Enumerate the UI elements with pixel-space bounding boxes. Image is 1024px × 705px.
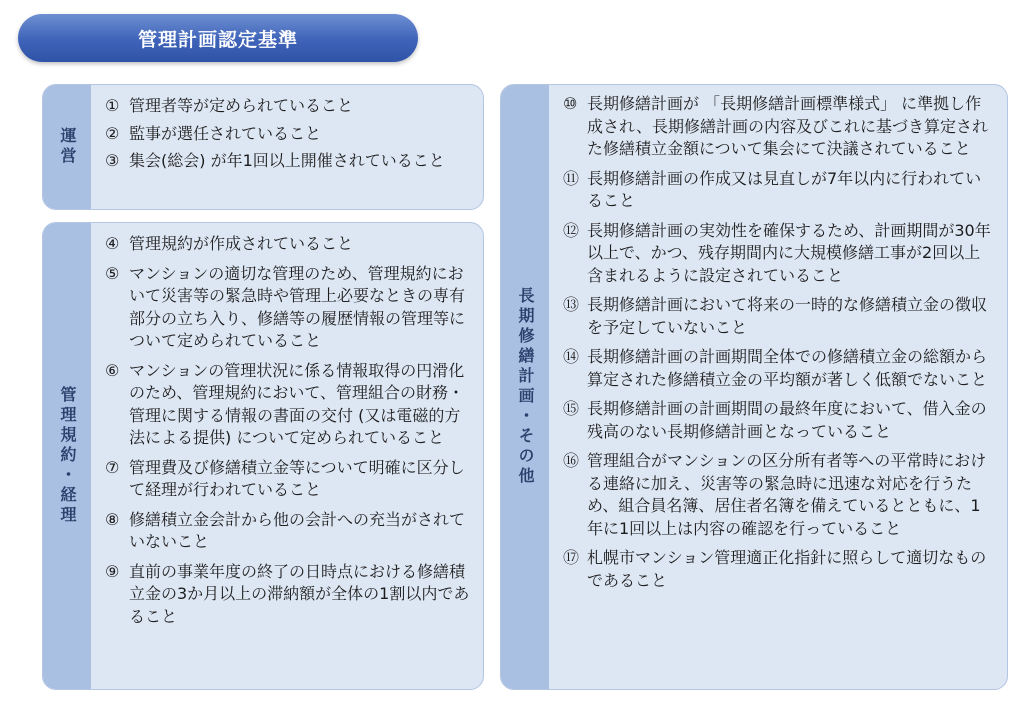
item-text: マンションの管理状況に係る情報取得の円滑化のため、管理規約において、管理組合の財務・管理に関する情報の書面の交付 (又は電磁的方法による提供) について定められていること: [129, 360, 465, 447]
list-item: [105, 561, 471, 629]
item-text: 長期修繕計画において将来の一時的な修繕積立金の徴収を予定していないこと: [587, 295, 988, 337]
section-label-text: 運営: [58, 127, 77, 167]
item-number: ⑫: [563, 220, 580, 240]
section-label: [501, 85, 549, 689]
list-item: [563, 220, 995, 288]
section-long-term-plan: [500, 84, 1008, 690]
item-text: 長期修繕計画が 「長期修繕計画標準様式」 に準拠し作成され、長期修繕計画の内容及びこれに基づき算定された修繕積立金額について集会にて決議されていること: [587, 94, 988, 158]
item-text: 監事が選任されていること: [129, 123, 322, 143]
item-text: 管理費及び修繕積立金等について明確に区分して経理が行われていること: [129, 457, 465, 499]
item-number: ⑤: [105, 263, 120, 283]
item-number: ⑩: [563, 94, 578, 113]
list-item: [563, 398, 995, 443]
list-item: [105, 360, 471, 450]
list-item: [105, 95, 471, 118]
item-text: 長期修繕計画の計画期間の最終年度において、借入金の残高のない長期修繕計画となっていること: [587, 399, 987, 441]
section-label: [43, 85, 91, 209]
list-item: [105, 457, 471, 502]
item-number: ⑮: [563, 399, 580, 418]
list-item: [563, 547, 995, 592]
item-text: 直前の事業年度の終了の日時点における修繕積立金の3か月以上の滞納額が全体の1割以内であること: [129, 561, 470, 626]
item-text: 管理規約が作成されていること: [129, 234, 354, 253]
item-text: 修繕積立金会計から他の会計への充当がされていないこと: [129, 509, 466, 551]
item-number: ③: [105, 151, 120, 170]
section-label-text: 管理規約・経理: [58, 386, 77, 526]
item-number: ⑬: [563, 295, 580, 314]
item-number: ⑯: [563, 451, 580, 470]
item-number: ⑦: [105, 457, 120, 477]
item-text: 札幌市マンション管理適正化指針に照らして適切なものであること: [587, 548, 987, 590]
list-item: [563, 168, 995, 213]
list-item: [105, 509, 471, 554]
item-text: 管理者等が定められていること: [129, 96, 354, 115]
list-item: [563, 450, 995, 540]
section-rules-accounting: [42, 222, 484, 690]
list-item: [105, 233, 471, 256]
item-number: ⑨: [105, 561, 120, 581]
item-text: 集会(総会) が年1回以上開催されていること: [129, 151, 445, 170]
item-number: ②: [105, 123, 120, 143]
page-title: 管理計画認定基準: [137, 28, 298, 51]
list-item: [105, 150, 471, 173]
item-number: ⑭: [563, 347, 580, 366]
list-item: [563, 346, 995, 391]
item-text: 管理組合がマンションの区分所有者等への平常時における連絡に加え、災害等の緊急時に迅速な対応を行うため、組合員名簿、居住者名簿を備えているとともに、1年に1回以上は内容の確認を行っていること: [587, 451, 987, 538]
item-number: ④: [105, 234, 120, 253]
page-title-banner: [18, 14, 418, 62]
section-label: [43, 223, 91, 689]
item-number: ⑧: [105, 509, 120, 529]
item-text: マンションの適切な管理のため、管理規約において災害等の緊急時や管理上必要なときの専有部分の立ち入り、修繕等の履歴情報の管理等について定められていること: [129, 263, 466, 350]
item-text: 長期修繕計画の実効性を確保するため、計画期間が30年以上で、かつ、残存期間内に大規模修繕工事が2回以上含まれるように設定されていること: [587, 220, 991, 285]
list-item: [105, 263, 471, 353]
item-text: 長期修繕計画の作成又は見直しが7年以内に行われていること: [587, 168, 982, 210]
item-number: ①: [105, 96, 120, 115]
section-operation: [42, 84, 484, 210]
section-label-text: 長期修繕計画・その他: [516, 287, 535, 487]
item-number: ⑰: [563, 548, 580, 567]
item-text: 長期修繕計画の計画期間全体での修繕積立金の総額から算定された修繕積立金の平均額が著しく低額でないこと: [587, 347, 988, 389]
list-item: [105, 123, 471, 146]
item-number: ⑥: [105, 360, 120, 380]
list-item: [563, 294, 995, 339]
list-item: [563, 93, 995, 161]
item-number: ⑪: [563, 168, 580, 188]
